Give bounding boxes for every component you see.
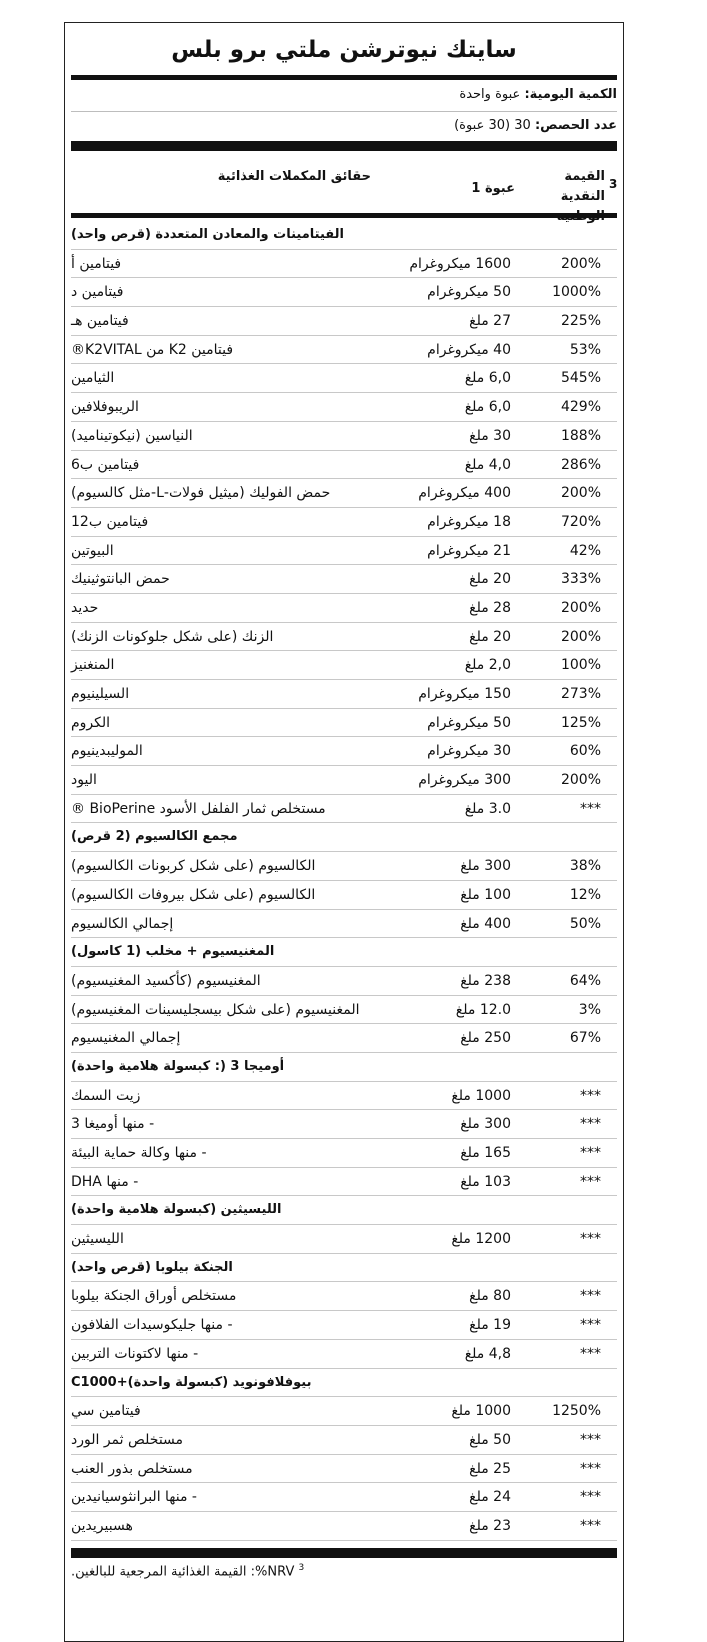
daily-amount-label: الكمية اليومية: — [524, 87, 617, 102]
nutrient-amount: 25 ملغ — [469, 1460, 511, 1477]
nutrient-nrv: 125% — [560, 714, 601, 731]
nutrient-nrv: *** — [580, 1231, 601, 1248]
nutrient-nrv: 200% — [560, 485, 601, 502]
section-header-row — [71, 938, 617, 967]
table-row — [71, 307, 617, 336]
table-row — [71, 852, 617, 881]
nutrient-name: - منها DHA — [71, 1173, 139, 1190]
nutrient-name: - منها أوميغا 3 — [71, 1116, 155, 1133]
section-title: المغنيسيوم + مخلب (1 كاسول) — [71, 944, 275, 960]
nutrient-amount: 30 ميكروغرام — [427, 743, 511, 760]
nutrient-amount: 19 ملغ — [469, 1317, 511, 1334]
divider-heavy — [71, 1548, 617, 1558]
divider-heavy — [71, 141, 617, 151]
table-row — [71, 1024, 617, 1053]
nutrient-name: الثيامين — [71, 370, 115, 387]
nutrient-name: النياسين (نيكوتيناميد) — [71, 427, 193, 444]
table-row — [71, 967, 617, 996]
nutrient-name: فيتامين ب6 — [71, 456, 140, 473]
nutrient-name: الكروم — [71, 714, 111, 731]
table-row — [71, 393, 617, 422]
section-title: بيوفلافونويد (كبسولة واحدة)+C1000 — [71, 1374, 312, 1390]
nutrient-name: الليسيثين — [71, 1231, 124, 1248]
table-row — [71, 1426, 617, 1455]
table-row — [71, 996, 617, 1025]
nutrient-amount: 40 ميكروغرام — [427, 341, 511, 358]
nutrient-name: - منها البرانثوسيانيدين — [71, 1489, 197, 1506]
section-title: الجنكة بيلوبا (قرص واحد) — [71, 1259, 233, 1275]
nutrient-name: حديد — [71, 599, 99, 616]
nutrient-name: المنغنيز — [71, 657, 115, 674]
nutrient-nrv: 100% — [560, 657, 601, 674]
table-row — [71, 737, 617, 766]
table-row — [71, 1110, 617, 1139]
nutrient-amount: 1600 ميكروغرام — [409, 255, 511, 272]
table-row — [71, 1082, 617, 1111]
nutrient-nrv: 429% — [560, 399, 601, 416]
daily-amount-value: عبوة واحدة — [459, 87, 521, 102]
nutrient-amount: 50 ميكروغرام — [427, 714, 511, 731]
nutrient-name: الزنك (على شكل جلوكونات الزنك) — [71, 628, 274, 645]
facts-heading: حقائق المكملات الغذائية — [217, 169, 371, 184]
table-row — [71, 910, 617, 939]
nutrient-name: حمض البانتوثينيك — [71, 571, 170, 588]
nutrient-name: فيتامين أ — [71, 255, 122, 272]
table-row — [71, 1139, 617, 1168]
nutrient-nrv: 200% — [560, 628, 601, 645]
nutrient-nrv: 273% — [560, 686, 601, 702]
nutrient-name: هسبيريدين — [71, 1517, 133, 1534]
section-title: الفيتامينات والمعادن المتعددة (قرص واحد) — [71, 227, 344, 242]
nutrient-amount: 50 ميكروغرام — [427, 284, 511, 301]
nutrient-nrv: *** — [580, 1431, 601, 1448]
servings-label: عدد الحصص: — [534, 118, 617, 133]
table-row — [71, 881, 617, 910]
nutrient-amount: 1000 ملغ — [451, 1087, 511, 1104]
section-title: أوميجا 3 (: كبسولة هلامية واحدة) — [71, 1058, 285, 1074]
section-header-row — [71, 1369, 617, 1398]
nutrient-nrv: 12% — [569, 886, 601, 903]
nutrient-amount: 6,0 ملغ — [464, 370, 511, 387]
nutrient-nrv: *** — [580, 1173, 601, 1190]
divider-heavy — [71, 75, 617, 80]
nutrient-amount: 165 ملغ — [460, 1145, 511, 1161]
nutrient-nrv: *** — [580, 1345, 601, 1362]
nutrient-amount: 80 ملغ — [469, 1288, 511, 1305]
nutrient-amount: 27 ملغ — [469, 313, 511, 330]
table-row — [71, 651, 617, 680]
nutrient-nrv: 200% — [560, 772, 601, 789]
nutrient-name: الموليبدينيوم — [71, 743, 143, 760]
table-row — [71, 278, 617, 307]
table-row — [71, 451, 617, 480]
table-row — [71, 1282, 617, 1311]
nutrient-name: مستخلص بذور العنب — [71, 1460, 193, 1477]
nutrient-name: مستخلص ثمر الورد — [71, 1431, 184, 1448]
nutrient-amount: 18 ميكروغرام — [427, 513, 511, 530]
nutrient-name: - منها وكالة حماية البيئة — [71, 1145, 207, 1161]
nutrient-amount: 1200 ملغ — [451, 1231, 511, 1248]
nutrient-amount: 23 ملغ — [469, 1517, 511, 1534]
nutrient-amount: 300 ملغ — [460, 1116, 511, 1133]
nutrient-name: الكالسيوم (على شكل بيروفات الكالسيوم) — [71, 886, 316, 903]
table-row — [71, 594, 617, 623]
nutrient-amount: 300 ملغ — [460, 858, 511, 875]
section-title: الليسيثين (كبسولة هلامية واحدة) — [71, 1202, 282, 1218]
nutrient-name: المغنيسيوم (على شكل بيسجليسينات المغنيسيوم) — [71, 1001, 360, 1018]
table-row — [71, 1397, 617, 1426]
amount-heading: عبوة 1 — [471, 181, 515, 196]
nutrient-name: حمض الفوليك (ميثيل فولات-L-مثل كالسيوم) — [71, 485, 331, 502]
nutrient-nrv: 67% — [569, 1030, 601, 1047]
nutrient-amount: 21 ميكروغرام — [427, 542, 511, 559]
table-row — [71, 766, 617, 795]
table-row — [71, 422, 617, 451]
table-row — [71, 1311, 617, 1340]
footnote-text: NRV%: القيمة الغذائية المرجعية للبالغين. — [71, 1564, 295, 1580]
section-header-row — [71, 823, 617, 852]
nutrient-nrv: 545% — [560, 370, 601, 387]
nutrient-amount: 20 ملغ — [469, 628, 511, 645]
nrv-heading: القيمة النقدية — [560, 169, 605, 204]
nutrient-amount: 400 ملغ — [460, 915, 511, 932]
nutrient-amount: 400 ميكروغرام — [418, 485, 511, 502]
section-title: مجمع الكالسيوم (2 قرص) — [71, 829, 238, 845]
table-row — [71, 336, 617, 365]
nutrient-nrv: 53% — [569, 341, 601, 358]
nutrient-amount: 300 ميكروغرام — [418, 772, 511, 789]
nutrient-nrv: 200% — [560, 599, 601, 616]
nutrient-nrv: *** — [580, 1317, 601, 1334]
nutrient-name: - منها لاكتونات التربين — [71, 1345, 199, 1362]
nutrient-name: إجمالي الكالسيوم — [71, 915, 174, 932]
nutrient-amount: 250 ملغ — [460, 1030, 511, 1047]
divider-heavy — [71, 213, 617, 218]
table-row — [71, 623, 617, 652]
nutrient-amount: 1000 ملغ — [451, 1403, 511, 1420]
table-row — [71, 1455, 617, 1484]
nutrient-amount: 24 ملغ — [469, 1489, 511, 1506]
nrv-footnote-ref: 3 — [609, 177, 618, 191]
nutrient-nrv: *** — [580, 1288, 601, 1305]
nutrient-name: مستخلص ثمار الفلفل الأسود BioPerine ® — [71, 800, 326, 817]
nutrient-name: الريبوفلافين — [71, 399, 139, 416]
footnote-marker: 3 — [298, 1563, 305, 1573]
table-row — [71, 364, 617, 393]
nutrient-nrv: 50% — [569, 915, 601, 932]
nutrient-name: السيلينيوم — [71, 686, 130, 702]
nutrient-name: مستخلص أوراق الجنكة بيلوبا — [71, 1288, 237, 1305]
section-header-row — [71, 1053, 617, 1082]
nutrient-amount: 4,8 ملغ — [464, 1345, 511, 1362]
nutrient-amount: 50 ملغ — [469, 1431, 511, 1448]
table-row — [71, 795, 617, 824]
nutrient-nrv: 225% — [560, 313, 601, 330]
table-row — [71, 709, 617, 738]
footnote — [71, 1563, 617, 1579]
nutrient-nrv: 64% — [569, 972, 601, 989]
nutrient-nrv: 3% — [578, 1001, 601, 1018]
nutrient-amount: 103 ملغ — [460, 1173, 511, 1190]
nutrient-name: فيتامين ب12 — [71, 513, 149, 530]
nutrient-nrv: 38% — [569, 858, 601, 875]
nutrient-name: فيتامين د — [71, 284, 124, 301]
table-row — [71, 479, 617, 508]
table-row — [71, 1225, 617, 1254]
nutrient-name: الكالسيوم (على شكل كربونات الكالسيوم) — [71, 858, 316, 875]
nutrient-amount: 20 ملغ — [469, 571, 511, 588]
table-row — [71, 1512, 617, 1541]
nutrient-amount: 3.0 ملغ — [464, 800, 511, 817]
nutrient-nrv: *** — [580, 1460, 601, 1477]
nutrient-name: فيتامين K2 من K2VITAL® — [71, 341, 234, 358]
nutrient-amount: 4,0 ملغ — [464, 456, 511, 473]
servings-value: 30 (30 عبوة) — [454, 118, 531, 133]
nutrient-nrv: *** — [580, 1517, 601, 1534]
divider-thin — [71, 111, 617, 112]
nutrient-nrv: *** — [580, 1116, 601, 1133]
table-row — [71, 1483, 617, 1512]
nutrient-nrv: 42% — [569, 542, 601, 559]
nutrient-table — [71, 221, 617, 1541]
nutrient-name: فيتامين سي — [71, 1403, 141, 1420]
section-header-row — [71, 221, 617, 250]
nutrient-nrv: 60% — [569, 743, 601, 760]
nutrient-amount: 28 ملغ — [469, 599, 511, 616]
nutrient-nrv: 188% — [560, 427, 601, 444]
product-title: سايتك نيوترشن ملتي برو بلس — [171, 37, 517, 63]
nutrient-name: زيت السمك — [71, 1087, 141, 1104]
nutrient-amount: 238 ملغ — [460, 972, 511, 989]
nutrient-nrv: *** — [580, 1087, 601, 1104]
nutrient-nrv: *** — [580, 800, 601, 817]
nutrient-nrv: 286% — [560, 456, 601, 473]
table-row — [71, 508, 617, 537]
nutrient-nrv: *** — [580, 1489, 601, 1506]
nutrient-nrv: *** — [580, 1145, 601, 1161]
nutrient-amount: 12.0 ملغ — [455, 1001, 511, 1018]
nutrient-amount: 100 ملغ — [460, 886, 511, 903]
table-row — [71, 250, 617, 279]
nutrient-name: البيوتين — [71, 542, 114, 559]
nutrient-name: المغنيسيوم (كأكسيد المغنيسيوم) — [71, 972, 261, 989]
servings-line — [71, 118, 617, 133]
nutrient-nrv: 333% — [560, 571, 601, 588]
table-row — [71, 1340, 617, 1369]
nutrient-nrv: 720% — [560, 513, 601, 530]
section-header-row — [71, 1254, 617, 1283]
supplement-facts-panel — [64, 22, 624, 1642]
table-row — [71, 537, 617, 566]
nutrient-name: - منها جليكوسيدات الفلافون — [71, 1317, 233, 1334]
nutrient-amount: 2,0 ملغ — [464, 657, 511, 674]
nutrient-nrv: 1250% — [552, 1403, 601, 1420]
daily-amount-line — [71, 87, 617, 102]
section-header-row — [71, 1196, 617, 1225]
nutrient-nrv: 1000% — [552, 284, 601, 301]
table-row — [71, 1168, 617, 1197]
nutrient-name: اليود — [71, 772, 97, 789]
nutrient-amount: 150 ميكروغرام — [418, 686, 511, 702]
nutrient-name: إجمالي المغنيسيوم — [71, 1030, 181, 1047]
nutrient-nrv: 200% — [560, 255, 601, 272]
table-row — [71, 680, 617, 709]
nutrient-amount: 30 ملغ — [469, 427, 511, 444]
nutrient-amount: 6,0 ملغ — [464, 399, 511, 416]
table-row — [71, 565, 617, 594]
nutrient-name: فيتامين هـ — [71, 313, 129, 330]
